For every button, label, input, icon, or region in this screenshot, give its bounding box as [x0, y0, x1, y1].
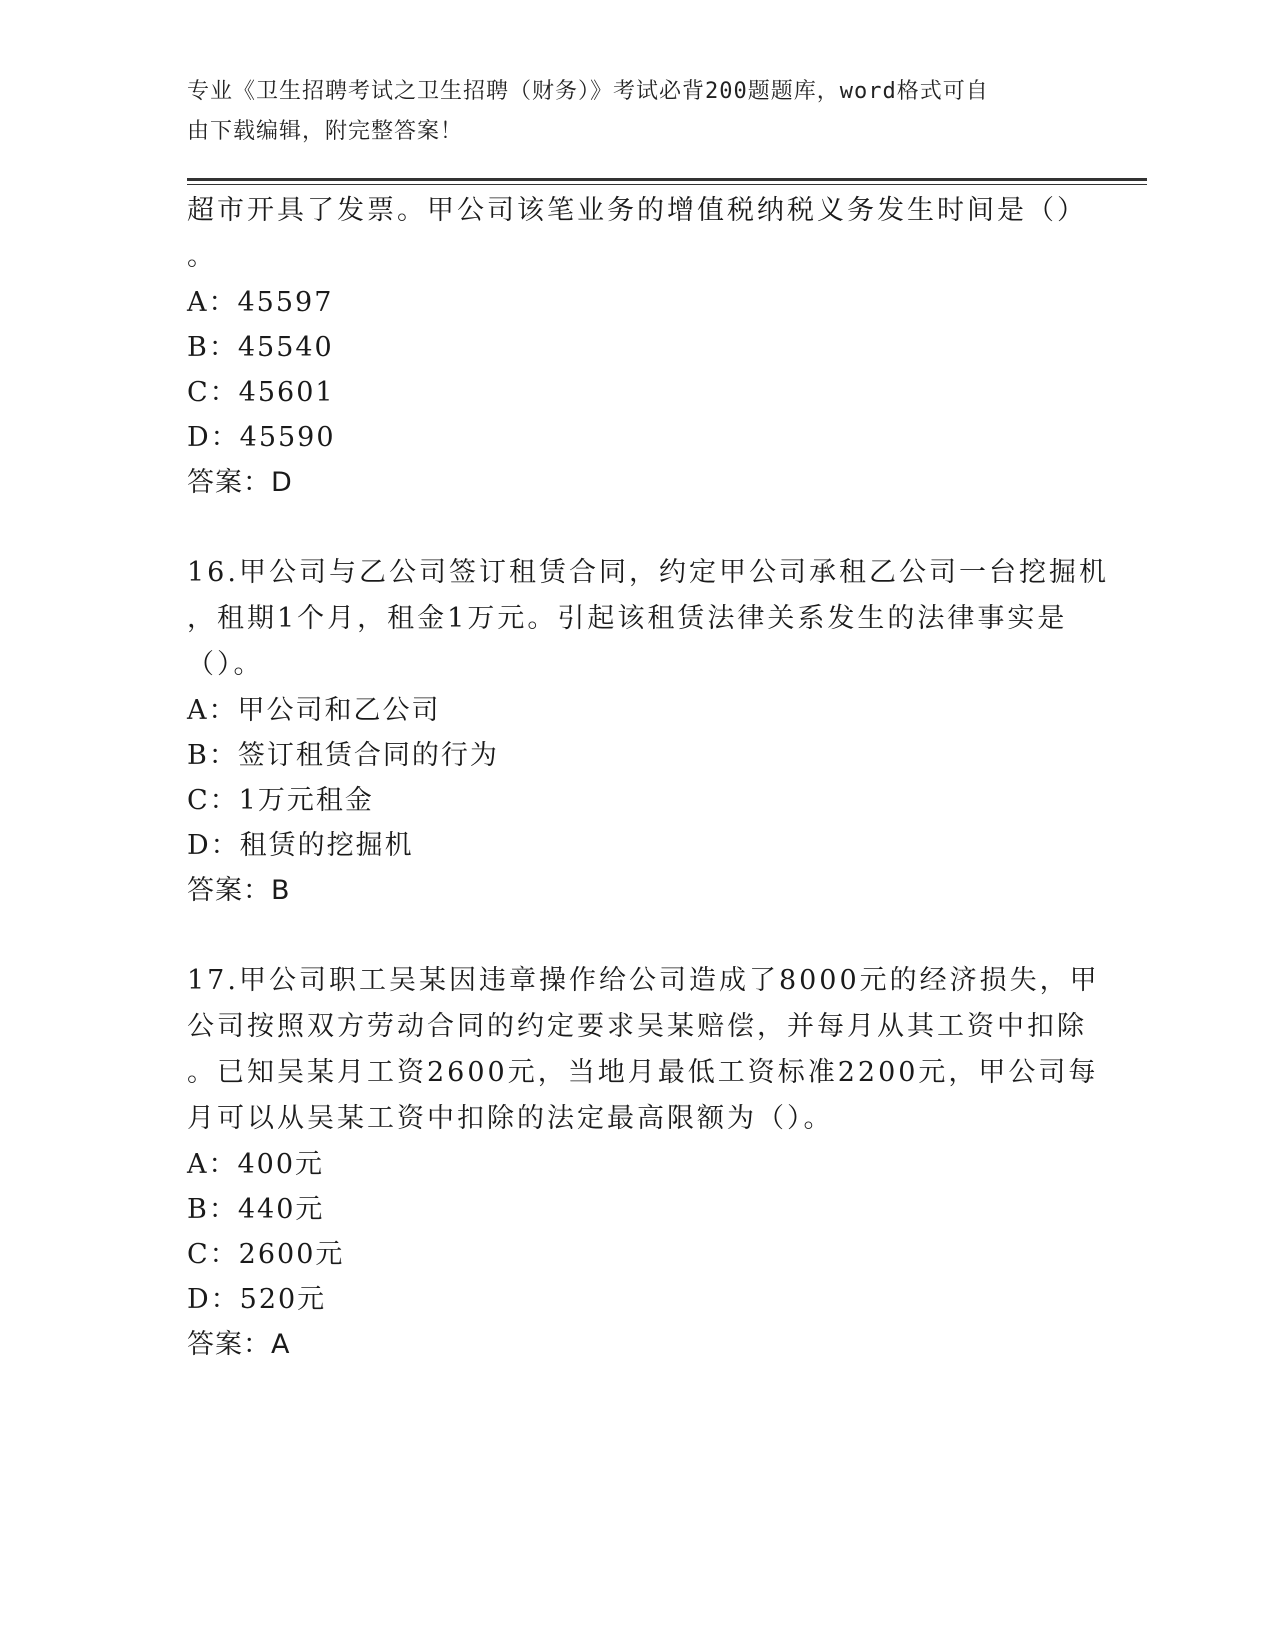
option-b: B：签订租赁合同的行为	[187, 740, 499, 771]
document-header	[187, 72, 1087, 152]
answer-line: 答案：D	[187, 467, 293, 498]
header-line: 专业《卫生招聘考试之卫生招聘（财务）》考试必背200题题库，word格式可自	[187, 79, 989, 104]
question-stem-line: 。	[187, 241, 217, 272]
question-16	[187, 550, 1109, 914]
answer-line: 答案：B	[187, 875, 291, 906]
option-c: C：45601	[187, 377, 335, 408]
question-17	[187, 958, 1100, 1368]
question-stem-line: 16.甲公司与乙公司签订租赁合同，约定甲公司承租乙公司一台挖掘机	[187, 557, 1109, 588]
option-b: B：45540	[187, 332, 334, 363]
option-d: D：45590	[187, 422, 336, 453]
question-list	[187, 188, 1109, 1368]
question-stem-line: 。已知吴某月工资2600元，当地月最低工资标准2200元，甲公司每	[187, 1057, 1099, 1088]
question-stem-line: 公司按照双方劳动合同的约定要求吴某赔偿，并每月从其工资中扣除	[187, 1011, 1087, 1042]
option-b: B：440元	[187, 1194, 325, 1225]
option-c: C：1万元租金	[187, 785, 374, 816]
header-divider-thin	[187, 184, 1147, 185]
option-c: C：2600元	[187, 1239, 345, 1270]
option-a: A：甲公司和乙公司	[187, 695, 441, 726]
option-d: D：520元	[187, 1284, 327, 1315]
header-line: 由下载编辑，附完整答案！	[187, 119, 464, 144]
option-a: A：400元	[187, 1149, 325, 1180]
option-a: A：45597	[187, 287, 334, 318]
header-divider	[187, 178, 1147, 181]
answer-line: 答案：A	[187, 1329, 291, 1360]
question-stem-line: （）。	[187, 649, 264, 680]
question-stem-line: 超市开具了发票。甲公司该笔业务的增值税纳税义务发生时间是（）	[187, 195, 1087, 226]
question-stem-line: ，租期1个月，租金1万元。引起该租赁法律关系发生的法律事实是	[187, 603, 1068, 634]
question-stem-line: 17.甲公司职工吴某因违章操作给公司造成了8000元的经济损失，甲	[187, 965, 1100, 996]
question-15	[187, 188, 1087, 506]
question-stem-line: 月可以从吴某工资中扣除的法定最高限额为（）。	[187, 1103, 834, 1134]
option-d: D：租赁的挖掘机	[187, 830, 414, 861]
